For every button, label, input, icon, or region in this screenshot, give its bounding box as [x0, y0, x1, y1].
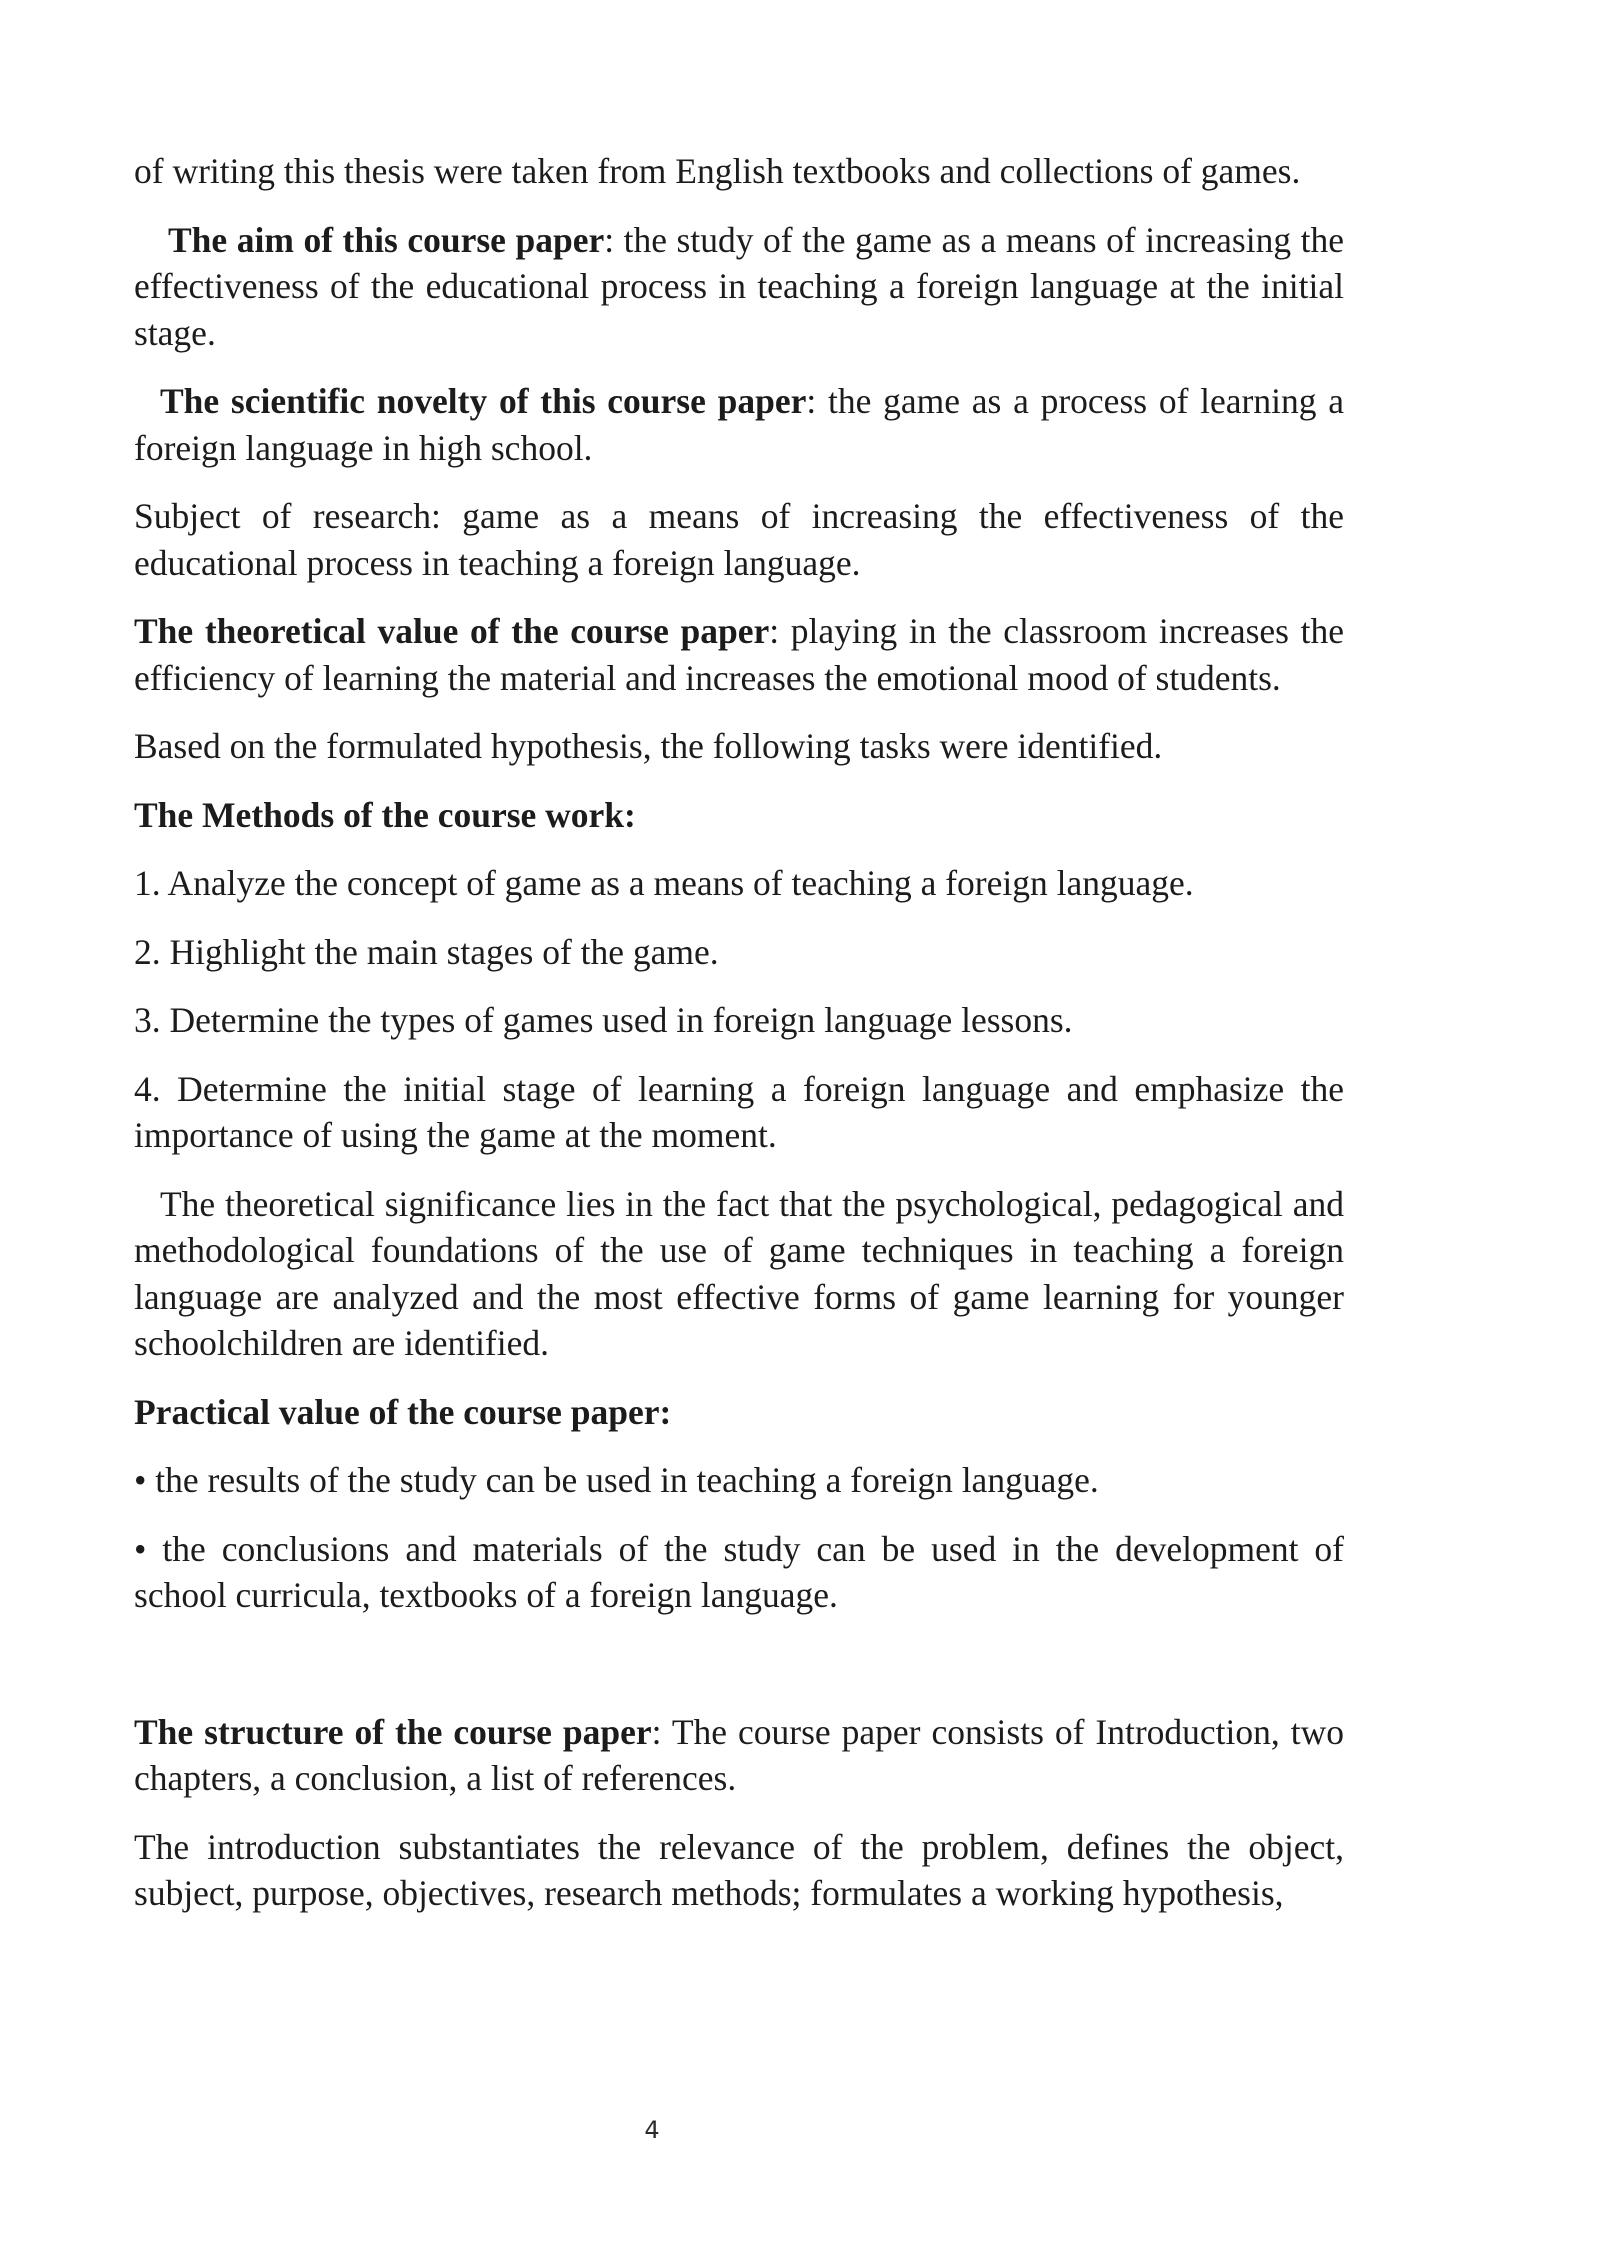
paragraph-tasks-intro — [134, 723, 1344, 770]
bullet-item-results — [134, 1457, 1344, 1504]
task-2-text: 2. Highlight the main stages of the game. — [134, 931, 719, 972]
methods-heading-paragraph — [134, 792, 1344, 839]
methods-heading: The Methods of the course work: — [134, 794, 636, 835]
paragraph-theoretical-value — [134, 608, 1344, 701]
novelty-text: : the game as a process of learning a foreign language in high school. — [134, 381, 1344, 468]
paragraph-structure — [134, 1709, 1344, 1802]
introduction-text: The introduction substantiates the relevance of the problem, defines the object, subject, purpose, objectives, research methods; formulates a working hypothesis, — [134, 1826, 1344, 1913]
paragraph-sources — [134, 148, 1344, 195]
tasks-intro-text: Based on the formulated hypothesis, the following tasks were identified. — [134, 726, 1163, 766]
bullet-results-text: • the results of the study can be used in teaching a foreign language. — [134, 1460, 1099, 1500]
bullet-item-conclusions — [134, 1526, 1344, 1619]
structure-heading: The structure of the course paper — [134, 1711, 652, 1752]
page-number: 4 — [644, 2116, 660, 2144]
paragraph-subject — [134, 493, 1344, 586]
paragraph-sources-text: of writing this thesis were taken from English textbooks and collections of games. — [134, 151, 1301, 191]
paragraph-aim — [134, 217, 1344, 357]
task-3-text: 3. Determine the types of games used in foreign language lessons. — [134, 1000, 1073, 1040]
paragraph-introduction — [134, 1824, 1344, 1917]
task-4-text: 4. Determine the initial stage of learning a foreign language and emphasize the importance of using the game at the moment. — [134, 1068, 1344, 1155]
aim-heading: The aim of this course paper — [168, 219, 605, 260]
bullet-conclusions-text: • the conclusions and materials of the study can be used in the development of school curricula, textbooks of a foreign language. — [134, 1528, 1344, 1615]
practical-value-heading-paragraph — [134, 1389, 1344, 1436]
subject-text: Subject of research: game as a means of increasing the effectiveness of the educational process in teaching a foreign language. — [134, 496, 1344, 583]
aim-text: : the study of the game as a means of increasing the effectiveness of the educational process in teaching a foreign language at the initial stage. — [134, 219, 1344, 353]
theoretical-significance-text: The theoretical significance lies in the fact that the psychological, pedagogical and methodological foundations of the use of game techniques in teaching a foreign language are analyzed and the most effective forms of game learning for younger schoolchildren are identified. — [134, 1183, 1344, 1363]
list-item-task-2 — [134, 929, 1344, 976]
list-item-task-1 — [134, 860, 1344, 907]
document-body — [134, 148, 1344, 1939]
paragraph-theoretical-significance — [134, 1181, 1344, 1367]
list-item-task-4 — [134, 1066, 1344, 1159]
list-item-task-3 — [134, 997, 1344, 1044]
theoretical-value-text: : playing in the classroom increases the efficiency of learning the material and increases the emotional mood of students. — [134, 611, 1344, 698]
theoretical-value-heading: The theoretical value of the course paper — [134, 611, 770, 651]
structure-text: : The course paper consists of Introduction, two chapters, a conclusion, a list of references. — [134, 1711, 1345, 1798]
practical-value-heading: Practical value of the course paper: — [134, 1391, 672, 1432]
paragraph-novelty — [134, 378, 1344, 471]
novelty-heading: The scientific novelty of this course paper — [160, 381, 807, 421]
task-1-text: 1. Analyze the concept of game as a means of teaching a foreign language. — [134, 863, 1194, 903]
